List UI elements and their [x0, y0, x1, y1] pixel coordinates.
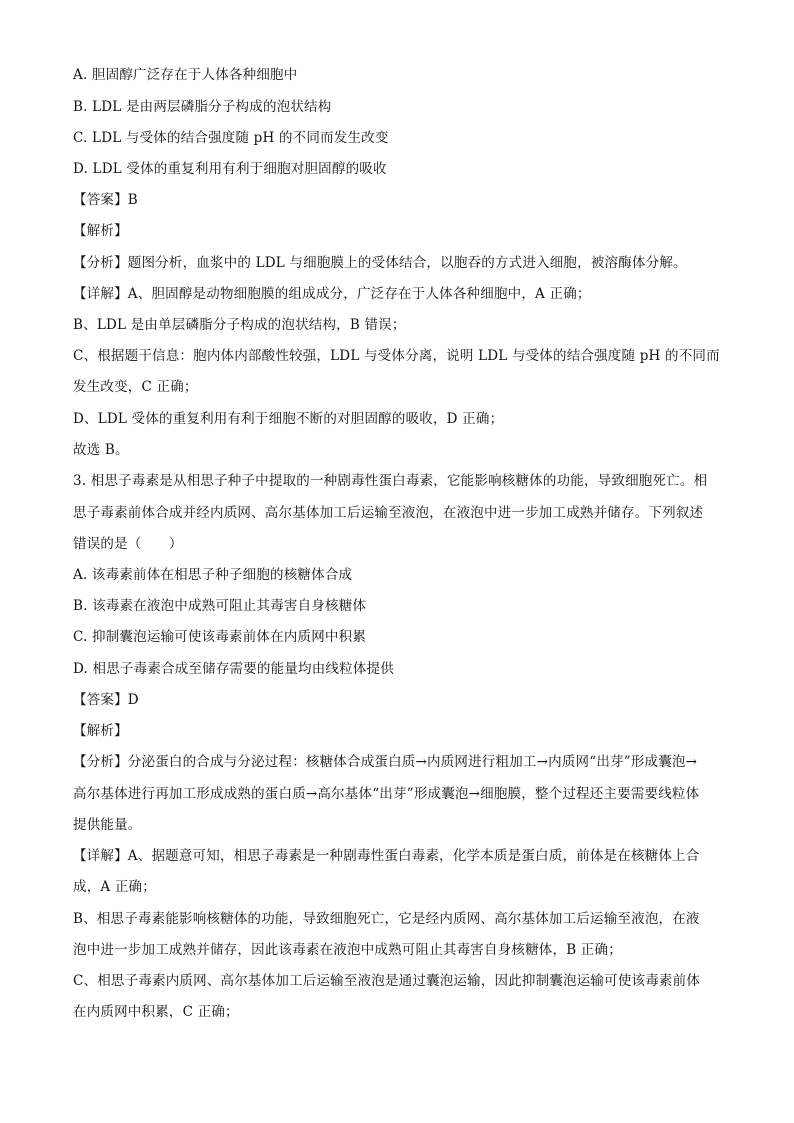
- q3-analysis-label: 【解析】: [73, 723, 128, 739]
- q2-analysis-label: 【解析】: [73, 223, 128, 239]
- q3-option-c: C. 抑制囊泡运输可使该毒素前体在内质网中积累: [73, 629, 367, 645]
- q2-xiangjie-line: 发生改变，C 正确；: [73, 379, 198, 395]
- q2-xiangjie-line: 【详解】A、胆固醇是动物细胞膜的组成成分，广泛存在于人体各种细胞中，A 正确；: [73, 286, 591, 302]
- q3-xiangjie-line: 成，A 正确；: [73, 879, 156, 895]
- q2-xiangjie-line: 故选 B。: [73, 442, 129, 458]
- q3-stem-line: 思子毒素前体合成并经内质网、高尔基体加工后运输至液泡，在液泡中进一步加工成熟并储存。下列叙述: [73, 505, 704, 521]
- q2-xiangjie-line: C、根据题干信息：胞内体内部酸性较强，LDL 与受体分离，说明 LDL 与受体的结合强度随 pH 的不同而: [73, 348, 720, 364]
- q2-answer: 【答案】B: [73, 192, 138, 208]
- q3-option-d: D. 相思子毒素合成至储存需要的能量均由线粒体提供: [73, 661, 394, 677]
- q2-option-d: D. LDL 受体的重复利用有利于细胞对胆固醇的吸收: [73, 161, 387, 177]
- q3-xiangjie-line: 泡中进一步加工成熟并储存，因此该毒素在液泡中成熟可阻止其毒害自身核糖体，B 正确；: [73, 942, 622, 958]
- q3-fenxi-line: 【分析】分泌蛋白的合成与分泌过程：核糖体合成蛋白质→内质网进行粗加工→内质网“出芽”形成囊泡→: [73, 754, 698, 770]
- q3-xiangjie-line: 【详解】A、据题意可知，相思子毒素是一种剧毒性蛋白毒素，化学本质是蛋白质，前体是在核糖体上合: [73, 848, 700, 864]
- q3-xiangjie-line: 在内质网中积累，C 正确；: [73, 1004, 239, 1020]
- q3-xiangjie-line: B、相思子毒素能影响核糖体的功能，导致细胞死亡，它是经内质网、高尔基体加工后运输至液泡，在液: [73, 911, 700, 927]
- q3-option-a: A. 该毒素前体在相思子种子细胞的核糖体合成: [73, 567, 353, 583]
- q2-option-a: A. 胆固醇广泛存在于人体各种细胞中: [73, 67, 298, 83]
- q3-stem-line: 3. 相思子毒素是从相思子种子中提取的一种剧毒性蛋白毒素，它能影响核糖体的功能，导致细胞死亡。相: [73, 473, 708, 489]
- q2-xiangjie-line: D、LDL 受体的重复利用有利于细胞不断的对胆固醇的吸收，D 正确；: [73, 411, 504, 427]
- q3-stem-line: 错误的是（ ）: [73, 536, 183, 552]
- q2-option-c: C. LDL 与受体的结合强度随 pH 的不同而发生改变: [73, 130, 389, 146]
- q2-fenxi: 【分析】题图分析，血浆中的 LDL 与细胞膜上的受体结合，以胞吞的方式进入细胞，被溶酶体分解。: [73, 255, 687, 271]
- q3-fenxi-line: 提供能量。: [73, 817, 142, 833]
- q3-fenxi-line: 高尔基体进行再加工形成成熟的蛋白质→高尔基体“出芽”形成囊泡→细胞膜，整个过程还主要需要线粒体: [73, 786, 700, 802]
- q3-answer: 【答案】D: [73, 692, 139, 708]
- q2-xiangjie-line: B、LDL 是由单层磷脂分子构成的泡状结构，B 错误；: [73, 317, 406, 333]
- q2-option-b: B. LDL 是由两层磷脂分子构成的泡状结构: [73, 99, 332, 115]
- q3-xiangjie-line: C、相思子毒素内质网、高尔基体加工后运输至液泡是通过囊泡运输，因此抑制囊泡运输可使该毒素前体: [73, 973, 701, 989]
- q3-option-b: B. 该毒素在液泡中成熟可阻止其毒害自身核糖体: [73, 598, 367, 614]
